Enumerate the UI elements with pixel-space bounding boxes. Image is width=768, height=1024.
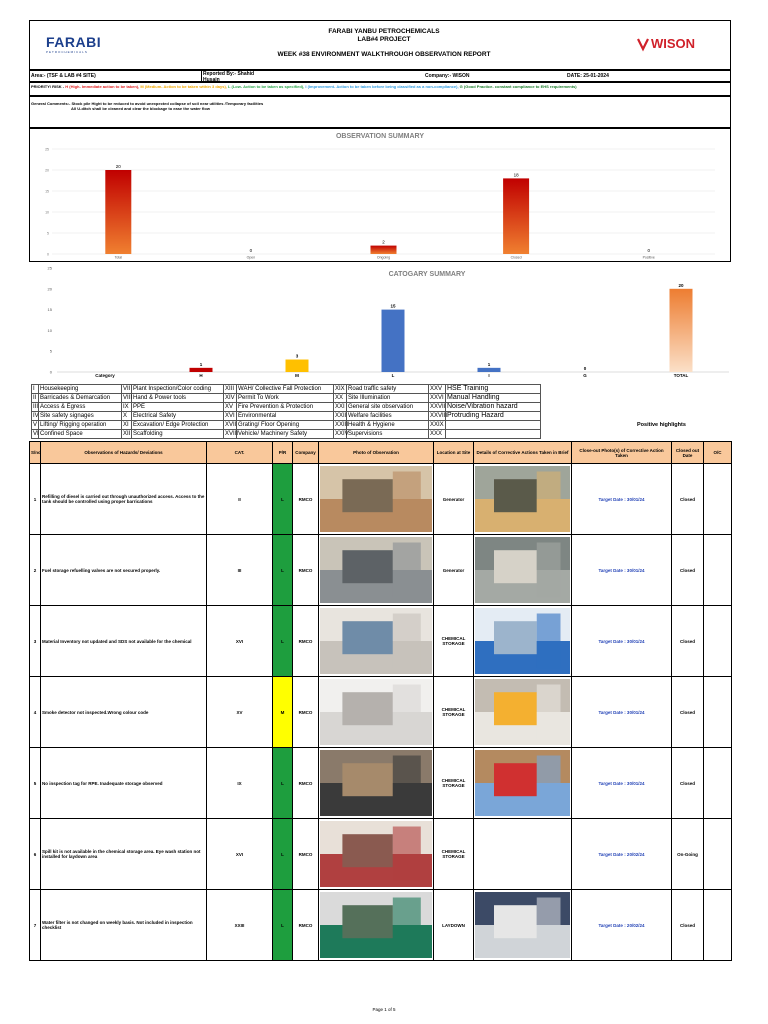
category-code: XIII [224, 385, 237, 394]
data-label: 1 [199, 361, 203, 367]
category-cell: XVI [207, 819, 273, 890]
observation-photo [319, 606, 434, 677]
category-name: Electrical Safety [132, 412, 224, 421]
category-code: XXVII [430, 404, 446, 410]
y-tick-label: 0 [49, 369, 52, 375]
category-code: VIII [123, 395, 133, 401]
x-tick-label: Closed [510, 255, 522, 260]
oc-cell [704, 606, 732, 677]
closeout-photo [474, 819, 572, 890]
category-name: Environmental [237, 412, 334, 421]
location-cell: CHEMICAL STORAGE [434, 677, 474, 748]
category-name: Fire Prevention & Protection [237, 403, 334, 412]
page-footer: Page 1 of 5 [372, 1007, 396, 1012]
target-date: Target Date : 30/01/24 [572, 535, 672, 606]
observation-photo-image [320, 750, 432, 816]
category-name: Hand & Power tools [132, 394, 224, 403]
company-field: Company:- WISON [425, 73, 470, 79]
target-date: Target Date : 30/01/24 [572, 464, 672, 535]
wison-logo: WISON [636, 36, 695, 51]
data-label: 3 [295, 353, 299, 359]
company-title: FARABI YANBU PETROCHEMICALS [328, 28, 440, 35]
category-name: Grating/ Floor Opening [237, 421, 334, 430]
general-comments: General Comments:- Stock pile Hight to be reduced to avoid unexpected collapse of soil near utilities /Temporary facilities All U-ditch shall be cleaned and clear the blockage to ease the water flow [31, 101, 264, 111]
column-header: Close-out Photo(s) of Corrective Action Taken [572, 442, 672, 464]
target-date: Target Date : 20/02/24 [572, 819, 672, 890]
observation-photo [319, 464, 434, 535]
category-code: XXIX [430, 422, 444, 428]
observation-photo-image [320, 537, 432, 603]
y-tick-label: 25 [47, 265, 52, 271]
table-row [30, 606, 732, 677]
oc-cell [704, 890, 732, 961]
y-tick-label: 0 [47, 252, 49, 257]
category-code: XXVIII [430, 413, 448, 419]
column-header: P/R [273, 442, 293, 464]
x-tick-label: Total [114, 255, 123, 260]
category-code: XIX [335, 386, 345, 392]
category-code: XVII [225, 422, 237, 428]
category-name: WAH/ Collective Fall Protection [237, 385, 334, 394]
column-header: S/no [30, 442, 41, 464]
category-name: HSE Training [446, 385, 541, 394]
oc-cell [704, 535, 732, 606]
column-header: O/C [704, 442, 732, 464]
observation-text: Refilling of diesel is carried out through unauthorized access. Access to the tank should be controlled using proper barrications [41, 464, 207, 535]
observation-photo [319, 890, 434, 961]
location-cell: LAYDOWN [434, 890, 474, 961]
table-row [30, 535, 732, 606]
oc-cell [704, 819, 732, 890]
category-name [446, 430, 541, 439]
table-row [30, 464, 732, 535]
observation-summary-svg [30, 129, 730, 261]
category-name: Health & Hygiene [347, 421, 429, 430]
target-date: Target Date : 30/01/24 [572, 606, 672, 677]
observation-photo-image [320, 679, 432, 745]
observation-text: Fuel storage refuelling valves are not secured properly. [41, 535, 207, 606]
category-code: XII [123, 431, 131, 437]
category-code: VI [33, 431, 39, 437]
target-date: Target Date : 30/01/24 [572, 677, 672, 748]
row-number: 4 [30, 677, 41, 748]
oc-cell [704, 748, 732, 819]
report-title: WEEK #38 ENVIRONMENT WALKTHROUGH OBSERVATION REPORT [277, 51, 491, 58]
category-code: XXII [335, 413, 347, 419]
closeout-photo-image [475, 679, 570, 745]
oc-cell [704, 464, 732, 535]
company-cell: RMCO [293, 819, 319, 890]
category-name: Road traffic safety [347, 385, 429, 394]
category-name: PPE [132, 403, 224, 412]
status-cell: On-Going [672, 819, 704, 890]
observation-text: Water filter is not changed on weekly basis. Not included in inspection checklist [41, 890, 207, 961]
status-cell: Closed [672, 677, 704, 748]
priority-cell: L [273, 890, 293, 961]
category-code: XXX [429, 430, 446, 439]
column-header: Photo of Observation [319, 442, 434, 464]
location-cell: CHEMICAL STORAGE [434, 606, 474, 677]
category-name: Lifting/ Rigging operation [39, 421, 122, 430]
closeout-photo [474, 535, 572, 606]
y-tick-label: 10 [47, 327, 52, 333]
observation-text: Spill kit is not available in the chemical storage area. Eye wash station not installed for laydown area [41, 819, 207, 890]
oc-cell [704, 677, 732, 748]
observations-header-row [30, 442, 732, 464]
location-cell: CHEMICAL STORAGE [434, 819, 474, 890]
y-tick-label: 5 [47, 231, 49, 236]
bar [190, 368, 213, 372]
wison-mark-icon [636, 37, 650, 51]
category-name: Access & Egress [39, 403, 122, 412]
x-tick-label: H [199, 373, 203, 378]
category-code: XV [224, 403, 237, 412]
closeout-photo-image [475, 608, 570, 674]
row-number: 1 [30, 464, 41, 535]
x-tick-label: I [488, 373, 490, 378]
reported-by-field: Reported By:- Shahid Husain [203, 71, 255, 83]
category-code: V [33, 422, 38, 428]
category-name: Manual Handling [446, 394, 541, 403]
column-header: Company [293, 442, 319, 464]
x-tick-label: Positive [642, 255, 655, 260]
table-row [30, 677, 732, 748]
area-field: Area:- (TSF & LAB #4 SITE) [31, 73, 96, 79]
category-name: Vehicle/ Machinery Safety [237, 430, 334, 439]
category-name: Protruding Hazard [446, 412, 541, 421]
priority-cell: L [273, 606, 293, 677]
category-name: General site observation [347, 403, 429, 412]
category-code: X [122, 412, 132, 421]
status-cell: Closed [672, 748, 704, 819]
data-label: 1 [487, 361, 491, 367]
bar [382, 310, 405, 372]
observation-summary-chart [29, 128, 731, 262]
closeout-photo [474, 890, 572, 961]
company-cell: RMCO [293, 606, 319, 677]
x-tick-label: L [391, 373, 395, 378]
x-tick-label: M [295, 373, 299, 378]
table-row [30, 890, 732, 961]
category-name: Housekeeping [39, 385, 122, 394]
observation-photo-image [320, 821, 432, 887]
category-legend-row [32, 430, 541, 439]
category-legend-row [32, 421, 541, 430]
category-name: Noise/Vibration hazard [446, 403, 541, 412]
category-legend-row [32, 412, 541, 421]
y-tick-label: 25 [45, 147, 49, 152]
category-name: Site Illumination [347, 394, 429, 403]
category-name: Permit To Work [237, 394, 334, 403]
y-tick-label: 5 [49, 348, 52, 354]
observation-photo [319, 748, 434, 819]
priority-cell: L [273, 464, 293, 535]
table-row [30, 819, 732, 890]
row-number: 3 [30, 606, 41, 677]
row-number: 5 [30, 748, 41, 819]
y-tick-label: 20 [47, 286, 52, 292]
category-code: XXIII [335, 422, 349, 428]
y-tick-label: 20 [45, 168, 49, 173]
observation-photo-image [320, 892, 432, 958]
category-code: IX [122, 403, 132, 412]
category-name: Confined Space [39, 430, 122, 439]
observation-photo [319, 677, 434, 748]
company-cell: RMCO [293, 535, 319, 606]
priority-legend: PRIORITY/ RISK - H (High- Immediate action to be taken), M (Medium- Action to be taken within 3 days), L (Low- Action to be taken as specified), I (Improvement- Action to be taken before being classified as a non-compliance), G (Good Practice- constant compliance to EHS requirements) [31, 84, 577, 89]
x-tick-label: G [583, 373, 587, 378]
company-cell: RMCO [293, 890, 319, 961]
bar [503, 178, 529, 254]
row-number: 6 [30, 819, 41, 890]
x-tick-label: Open [246, 255, 256, 260]
category-cell: IX [207, 748, 273, 819]
category-code: VII [123, 386, 131, 392]
category-code: XVI [225, 413, 235, 419]
row-number: 2 [30, 535, 41, 606]
closeout-photo-image [475, 537, 570, 603]
category-cell: XV [207, 677, 273, 748]
category-legend-row [32, 403, 541, 412]
table-row [30, 748, 732, 819]
category-legend-table [31, 384, 541, 439]
x-tick-label: Category [95, 373, 115, 378]
location-cell: Generator [434, 535, 474, 606]
category-name: Welfare facilities [347, 412, 429, 421]
observation-photo-image [320, 466, 432, 532]
data-label: 0 [647, 248, 650, 253]
status-cell: Closed [672, 890, 704, 961]
observation-photo [319, 819, 434, 890]
category-code: XXVI [430, 395, 444, 401]
bar [371, 246, 397, 254]
category-summary-svg [29, 262, 731, 382]
positive-highlights-label: Positive highlights [637, 422, 686, 428]
closeout-photo [474, 748, 572, 819]
observation-photo [319, 535, 434, 606]
category-code: III [33, 404, 39, 410]
company-cell: RMCO [293, 677, 319, 748]
project-title: LAB#4 PROJECT [357, 36, 411, 43]
observation-text: Smoke detector not inspected.Wrong colour code [41, 677, 207, 748]
y-tick-label: 10 [45, 210, 49, 215]
category-code: IV [33, 413, 39, 419]
category-code: XIV [225, 395, 235, 401]
status-cell: Closed [672, 535, 704, 606]
target-date: Target Date : 30/01/24 [572, 748, 672, 819]
data-label: 20 [115, 164, 121, 169]
priority-cell: L [273, 748, 293, 819]
observations-table [29, 441, 732, 961]
data-label: 18 [513, 172, 519, 178]
priority-cell: L [273, 535, 293, 606]
y-tick-label: 15 [47, 307, 52, 313]
chart-title: CATOGARY SUMMARY [388, 271, 466, 278]
category-cell: XXIII [207, 890, 273, 961]
category-name: Plant Inspection/Color coding [132, 385, 224, 394]
category-name: Site safety signages [39, 412, 122, 421]
category-code: XXIV [335, 431, 349, 437]
status-cell: Closed [672, 464, 704, 535]
column-header: Closed out Date [672, 442, 704, 464]
category-legend-row [32, 385, 541, 394]
bar [478, 368, 501, 372]
column-header: CAT. [207, 442, 273, 464]
category-name: Supervisions [347, 430, 429, 439]
closeout-photo [474, 464, 572, 535]
target-date: Target Date : 20/02/24 [572, 890, 672, 961]
category-cell: III [207, 535, 273, 606]
category-legend-row [32, 394, 541, 403]
bar [105, 170, 131, 254]
data-label: 15 [390, 303, 396, 309]
observation-text: Material Inventory not updated and SDS not available for the chemical [41, 606, 207, 677]
x-tick-label: TOTAL [673, 373, 689, 378]
bar [286, 360, 309, 372]
category-name: Barricades & Demarcation [39, 394, 122, 403]
category-summary-chart [29, 262, 731, 382]
x-tick-label: Ongoing [376, 255, 391, 260]
data-label: 20 [678, 282, 684, 288]
observation-photo-image [320, 608, 432, 674]
data-label: 0 [249, 248, 253, 253]
data-label: 2 [382, 239, 385, 245]
category-name [446, 421, 541, 430]
category-code: XX [334, 394, 347, 403]
observation-text: No inspection tag for RPE. Inadequate storage observed [41, 748, 207, 819]
data-label: 0 [583, 366, 587, 371]
priority-cell: L [273, 819, 293, 890]
category-code: I [32, 385, 39, 394]
status-cell: Closed [672, 606, 704, 677]
company-cell: RMCO [293, 748, 319, 819]
column-header: Details of Corrective Actions Taken in Brief [474, 442, 572, 464]
category-name: Excavation/ Edge Protection [132, 421, 224, 430]
category-cell: XVI [207, 606, 273, 677]
category-name: Scaffolding [132, 430, 224, 439]
category-code: XI [122, 421, 132, 430]
location-cell: Generator [434, 464, 474, 535]
closeout-photo [474, 677, 572, 748]
row-number: 7 [30, 890, 41, 961]
category-code: XVIII [225, 431, 239, 437]
category-code: II [32, 394, 39, 403]
company-cell: RMCO [293, 464, 319, 535]
location-cell: CHEMICAL STORAGE [434, 748, 474, 819]
closeout-photo-image [475, 750, 570, 816]
column-header: Location at Site [434, 442, 474, 464]
closeout-photo [474, 606, 572, 677]
chart-title: OBSERVATION SUMMARY [335, 133, 425, 140]
column-header: Observations of Hazards/ Deviations [41, 442, 207, 464]
priority-cell: M [273, 677, 293, 748]
category-code: XXI [335, 404, 345, 410]
closeout-photo-image [475, 892, 570, 958]
category-cell: II [207, 464, 273, 535]
farabi-logo: FARABI PETROCHEMICALS [46, 34, 102, 54]
date-field: DATE: 25-01-2024 [567, 73, 609, 79]
y-tick-label: 15 [45, 189, 49, 194]
closeout-photo-image [475, 466, 570, 532]
category-code: XXV [429, 385, 446, 394]
bar [670, 289, 693, 372]
